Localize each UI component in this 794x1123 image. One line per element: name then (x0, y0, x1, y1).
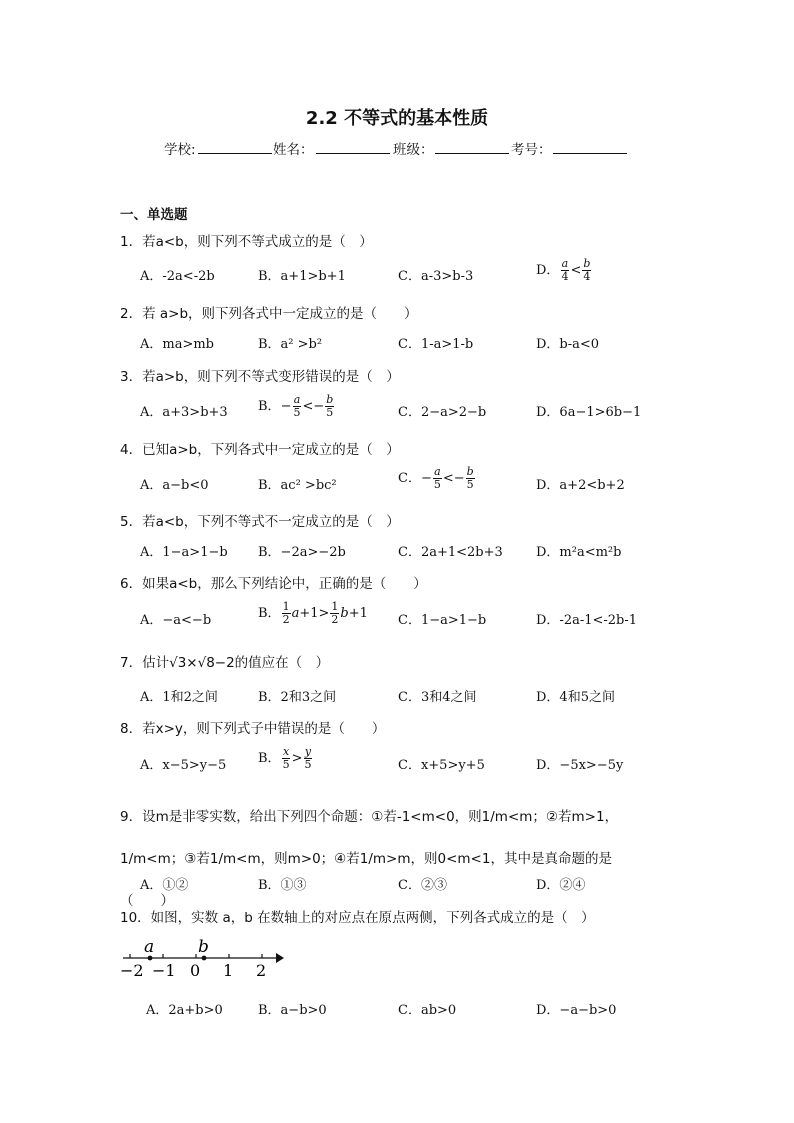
tick-label-neg2: −2 (120, 961, 144, 980)
q6-option-d[interactable]: D．-2a-1<-2b-1 (536, 613, 638, 628)
q9-option-b[interactable]: B．①③ (258, 878, 307, 893)
q8-option-d[interactable]: D．−5x>−5y (536, 758, 624, 773)
name-label: 姓名： (273, 142, 314, 158)
name-blank[interactable] (316, 141, 390, 158)
q3-option-a[interactable]: A．a+3>b+3 (140, 405, 228, 420)
q9-option-d[interactable]: D．②④ (536, 878, 586, 893)
q3-option-b[interactable]: B．− $\frac{a}{5}$ <− $\frac{b}{5}$ (258, 393, 334, 419)
q5-option-d[interactable]: D．m²a<m²b (536, 545, 622, 560)
question-3-stem: 3．若a>b，则下列不等式变形错误的是（ ） (120, 369, 400, 385)
q2-option-b[interactable]: B．a² >b² (258, 337, 323, 352)
q6-option-b-label: B． (258, 606, 281, 621)
question-7-stem: 7．估计√3×√8−2的值应在（ ） (120, 655, 330, 671)
section-heading: 一、单选题 (120, 207, 188, 223)
question-1-stem: 1．若a<b，则下列不等式成立的是（ ） (120, 234, 373, 250)
class-blank[interactable] (435, 141, 509, 158)
q6-option-c[interactable]: C．1−a>1−b (398, 613, 487, 628)
q6-option-a[interactable]: A．−a<−b (140, 613, 212, 628)
q1-option-c[interactable]: C．a-3>b-3 (398, 269, 474, 284)
label-b: b (198, 937, 209, 957)
q4-option-c[interactable]: C．− $\frac{a}{5}$ <− $\frac{b}{5}$ (398, 465, 474, 491)
q10-option-a[interactable]: A．2a+b>0 (146, 1003, 223, 1018)
exam-blank[interactable] (553, 141, 627, 158)
q1-option-d[interactable]: D． $\frac{a}{4}$ < $\frac{b}{4}$ (536, 257, 591, 283)
q6-option-b[interactable]: B． $\frac{1}{2}$ a+1> $\frac{1}{2}$ b+1 (258, 600, 368, 626)
question-9-stem: 9．设m是非零实数，给出下列四个命题：①若-1<m<0，则1/m<m；②若m>1，1/m<m；③若1/m<m，则m>0；④若1/m>m，则0<m<1，其中是真命题的是（ ） (120, 809, 619, 909)
q10-option-b[interactable]: B．a−b>0 (258, 1003, 327, 1018)
q5-option-b[interactable]: B．−2a>−2b (258, 545, 346, 560)
q5-option-c[interactable]: C．2a+1<2b+3 (398, 545, 503, 560)
q9-option-a[interactable]: A．①② (140, 878, 189, 893)
q2-option-a[interactable]: A．ma>mb (140, 337, 215, 352)
q5-option-a[interactable]: A．1−a>1−b (140, 545, 228, 560)
question-5-stem: 5．若a<b，下列不等式不一定成立的是（ ） (120, 514, 400, 530)
q9-option-c[interactable]: C．②③ (398, 878, 447, 893)
page-title: 2.2 不等式的基本性质 (305, 108, 489, 129)
q2-option-d[interactable]: D．b-a<0 (536, 337, 600, 352)
number-line-arrow (276, 953, 284, 963)
q8-option-b[interactable]: B． $\frac{x}{5}$ > $\frac{y}{5}$ (258, 745, 312, 771)
q4-option-b[interactable]: B．ac² >bc² (258, 478, 337, 493)
q8-option-c[interactable]: C．x+5>y+5 (398, 758, 485, 773)
tick-label-0: 0 (190, 961, 201, 980)
school-blank[interactable] (198, 141, 272, 158)
tick-label-1: 1 (223, 961, 234, 980)
q1-option-a[interactable]: A．-2a<-2b (140, 269, 215, 284)
q10-option-d[interactable]: D．−a−b>0 (536, 1003, 617, 1018)
q4-option-d[interactable]: D．a+2<b+2 (536, 478, 625, 493)
q8-option-a[interactable]: A．x−5>y−5 (140, 758, 227, 773)
q7-option-b[interactable]: B．2和3之间 (258, 690, 337, 705)
q3-option-d[interactable]: D．6a−1>6b−1 (536, 405, 642, 420)
number-line-diagram (118, 936, 288, 982)
q10-option-c[interactable]: C．ab>0 (398, 1003, 457, 1018)
question-6-stem: 6．如果a<b，那么下列结论中，正确的是（ ） (120, 576, 427, 592)
q4-option-a[interactable]: A．a−b<0 (140, 478, 209, 493)
q2-option-c[interactable]: C．1-a>1-b (398, 337, 474, 352)
school-label: 学校: (164, 142, 196, 158)
tick-label-neg1: −1 (152, 961, 176, 980)
q1-option-b[interactable]: B．a+1>b+1 (258, 269, 346, 284)
q1-option-d-label: D． (536, 263, 560, 278)
q3-option-b-label: B． (258, 399, 281, 414)
exam-label: 考号： (511, 142, 552, 158)
question-2-stem: 2．若 a>b，则下列各式中一定成立的是（ ） (120, 306, 418, 322)
question-4-stem: 4．已知a>b，下列各式中一定成立的是（ ） (120, 442, 400, 458)
q3-option-c[interactable]: C．2−a>2−b (398, 405, 487, 420)
q7-option-a[interactable]: A．1和2之间 (140, 690, 218, 705)
q7-option-c[interactable]: C．3和4之间 (398, 690, 477, 705)
class-label: 班级： (393, 142, 434, 158)
q7-option-d[interactable]: D．4和5之间 (536, 690, 615, 705)
q8-option-b-label: B． (258, 751, 281, 766)
q4-option-c-label: C． (398, 471, 421, 486)
question-10-stem: 10．如图，实数 a，b 在数轴上的对应点在原点两侧，下列各式成立的是（ ） (120, 910, 595, 926)
question-8-stem: 8．若x>y，则下列式子中错误的是（ ） (120, 721, 386, 737)
label-a: a (144, 937, 155, 957)
tick-label-2: 2 (256, 961, 267, 980)
